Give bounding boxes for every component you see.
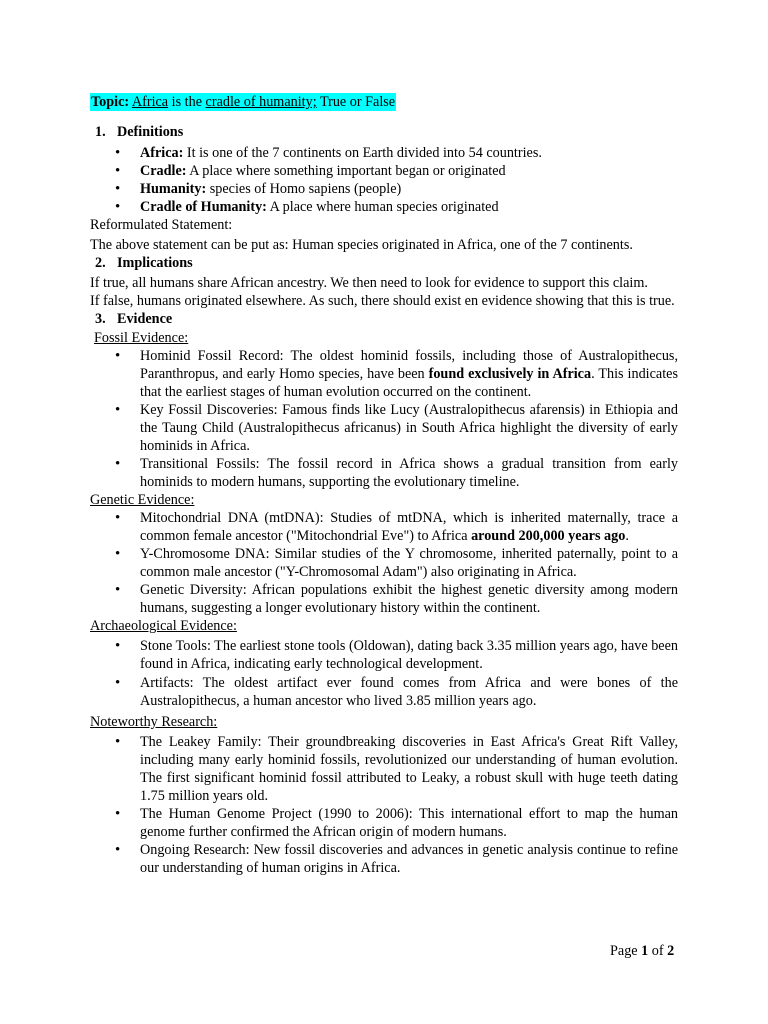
item-text: . This indicates that the earliest stages of human evolution occurred on the continent.	[140, 366, 678, 400]
item-text: Stone Tools: The earliest stone tools (Oldowan), dating back 3.35 million years ago, have been found in Africa, indicating early technological development.	[140, 638, 678, 672]
def-term: Humanity:	[140, 181, 207, 197]
section-title: Definitions	[117, 124, 184, 140]
item-text: The Leakey Family: Their groundbreaking discoveries in East Africa's Great Rift Valley, including many early hominid fossils, revolutionized our understanding of human evolution. The first significant hominid fossil attributed to Leaky, a robust skull with huge teeth dating 1.75 million years old.	[140, 734, 678, 804]
def-text: It is one of the 7 continents on Earth divided into 54 countries.	[183, 145, 542, 161]
genetic-list	[90, 509, 678, 617]
def-text: species of Homo sapiens (people)	[206, 181, 402, 197]
list-item	[90, 509, 678, 545]
fossil-list	[90, 347, 678, 491]
section-title: Evidence	[117, 311, 173, 327]
list-item	[90, 545, 678, 581]
def-term: Cradle of Humanity:	[140, 199, 267, 215]
item-text: .	[625, 528, 629, 544]
topic-africa: Africa	[131, 94, 169, 110]
item-text: Transitional Fossils: The fossil record in Africa shows a gradual transition from early hominids to modern humans, supporting the evolutionary timeline.	[140, 456, 678, 490]
section-number: 1.	[95, 124, 106, 140]
item-text: Mitochondrial DNA (mtDNA): Studies of mtDNA, which is inherited maternally, trace a common female ancestor ("Mitochondrial Eve") to Africa	[140, 510, 678, 544]
research-heading: Noteworthy Research:	[90, 714, 218, 730]
section-number: 2.	[95, 255, 106, 271]
item-text: The Human Genome Project (1990 to 2006): This international effort to map the human genome further confirmed the African origin of modern humans.	[140, 806, 678, 840]
section-title: Implications	[117, 255, 193, 271]
item-text: Y-Chromosome DNA: Similar studies of the Y chromosome, inherited paternally, point to a common male ancestor ("Y-Chromosomal Adam") also originating in Africa.	[140, 546, 678, 580]
implication-true: If true, all humans share African ancestry. We then need to look for evidence to support this claim.	[90, 275, 648, 291]
item-emphasis: found exclusively in Africa	[428, 366, 592, 382]
def-term: Africa:	[140, 145, 184, 161]
list-item	[90, 637, 678, 673]
list-item	[90, 180, 678, 198]
list-item	[90, 401, 678, 455]
list-item	[90, 805, 678, 841]
list-item	[90, 455, 678, 491]
list-item	[90, 581, 678, 617]
section-evidence-heading	[95, 310, 678, 328]
page-word: Page	[610, 943, 642, 959]
item-text: Hominid Fossil Record: The oldest hominid fossils, including those of Australopithecus, Paranthropus, and early Homo species, have been	[140, 348, 678, 382]
list-item	[90, 841, 678, 877]
list-item	[90, 733, 678, 805]
def-text: A place where something important began or originated	[186, 163, 506, 179]
page-total: 2	[667, 943, 675, 959]
fossil-heading: Fossil Evidence:	[94, 330, 189, 346]
item-text: Key Fossil Discoveries: Famous finds like Lucy (Australopithecus afarensis) in Ethiopia and the Taung Child (Australopithecus africanus) in South Africa highlight the diversity of early hominids in Africa.	[140, 402, 678, 454]
topic-text-1: is the	[168, 94, 206, 110]
item-text: Ongoing Research: New fossil discoveries and advances in genetic analysis continue to refine our understanding of human origins in Africa.	[140, 842, 678, 876]
section-number: 3.	[95, 311, 106, 327]
topic-label: Topic:	[91, 94, 130, 110]
document-body	[90, 93, 678, 877]
list-item	[90, 144, 678, 162]
item-emphasis: around 200,000 years ago	[471, 528, 626, 544]
def-term: Cradle:	[140, 163, 187, 179]
genetic-heading: Genetic Evidence:	[90, 492, 195, 508]
list-item	[90, 198, 678, 216]
research-list	[90, 733, 678, 877]
archaeological-list	[90, 637, 678, 710]
list-item	[90, 347, 678, 401]
definitions-list	[90, 144, 678, 216]
list-item	[90, 162, 678, 180]
page-footer	[610, 943, 674, 960]
section-implications-heading	[95, 254, 678, 272]
reformulated-label: Reformulated Statement:	[90, 217, 233, 233]
archaeological-heading: Archaeological Evidence:	[90, 618, 237, 634]
topic-text-2: True or False	[316, 94, 396, 110]
page-of: of	[648, 943, 668, 959]
implication-false: If false, humans originated elsewhere. As such, there should exist en evidence showing that this is true.	[90, 293, 675, 309]
section-definitions-heading	[95, 123, 678, 141]
list-item	[90, 674, 678, 710]
item-text: Genetic Diversity: African populations exhibit the highest genetic diversity among modern humans, suggesting a longer evolutionary history within the continent.	[140, 582, 678, 616]
item-text: Artifacts: The oldest artifact ever found comes from Africa and were bones of the Australopithecus, a human ancestor who lived 3.85 million years ago.	[140, 675, 678, 709]
topic-line	[90, 93, 396, 111]
reformulated-text: The above statement can be put as: Human species originated in Africa, one of the 7 continents.	[90, 237, 633, 253]
topic-cradle: cradle of humanity;	[205, 94, 317, 110]
def-text: A place where human species originated	[266, 199, 499, 215]
page-current: 1	[641, 943, 649, 959]
